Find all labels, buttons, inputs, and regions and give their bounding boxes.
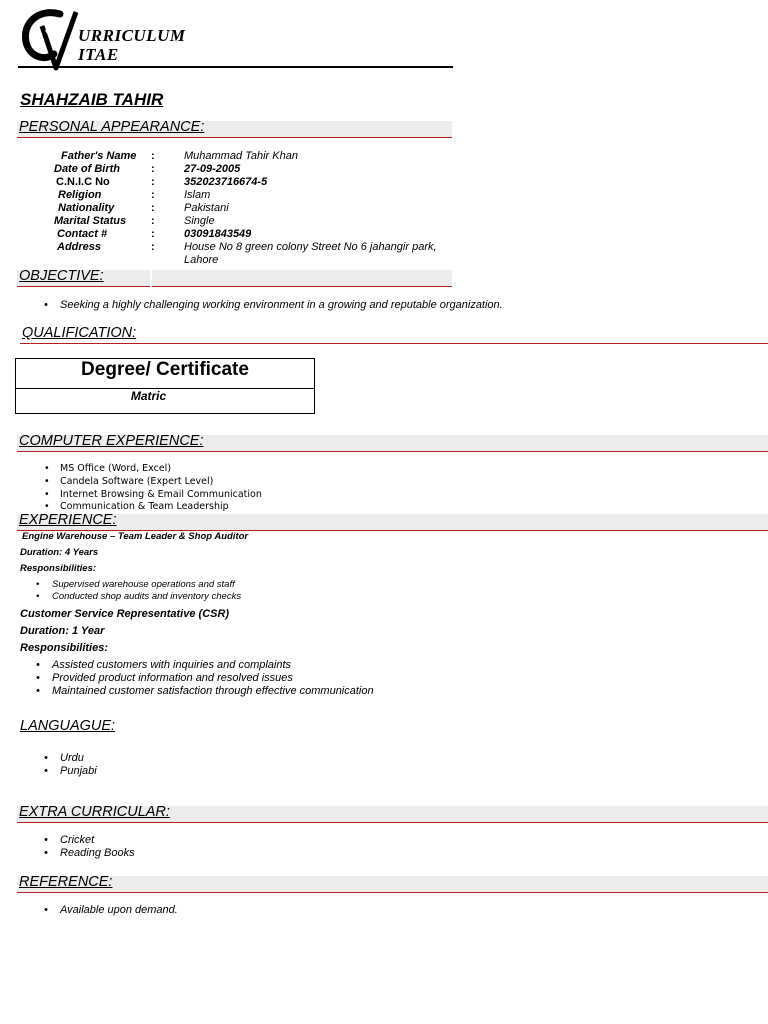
list-item: • Communication & Team Leadership: [44, 501, 262, 514]
section-experience: EXPERIENCE:: [17, 514, 768, 531]
section-personal: PERSONAL APPEARANCE:: [17, 121, 452, 138]
section-extra-curricular: EXTRA CURRICULAR:: [17, 806, 768, 823]
reference-list: [44, 904, 178, 916]
language-list: [44, 752, 97, 778]
list-item: • Seeking a highly challenging working environment in a growing and reputable organization.: [44, 299, 503, 311]
job2-duration: Duration: 1 Year: [20, 625, 105, 637]
qualification-table: [15, 358, 315, 414]
section-objective: OBJECTIVE:: [17, 270, 150, 287]
table-cell: Matric: [130, 389, 167, 403]
table-header: Degree/ Certificate: [16, 359, 314, 389]
list-item: • Urdu: [44, 752, 97, 765]
job1-duration: Duration: 4 Years: [20, 547, 99, 558]
list-item: • Assisted customers with inquiries and complaints: [36, 659, 374, 672]
list-item: • Candela Software (Expert Level): [44, 476, 262, 489]
section-language: LANGUAGUE:: [20, 718, 116, 734]
section-reference: REFERENCE:: [17, 876, 768, 893]
job1-title: Engine Warehouse – Team Leader & Shop Auditor: [22, 531, 249, 542]
job2-responsibilities-label: Responsibilities:: [20, 642, 109, 654]
list-item: • Available upon demand.: [44, 904, 178, 916]
list-item: • Maintained customer satisfaction through effective communication: [36, 685, 374, 698]
cv-logo: [20, 8, 80, 72]
personal-info: Father's Name : Muhammad Tahir Khan Date of Birth : 27-09-2005 C.N.I.C No : 352023716674-5 Religion : Islam Nationality : Pakistani Marital Status : Single Contact # : 03091843549 Address : House No 8 green colony Street No 6 jahangir park, Lahore: [54, 150, 437, 266]
job2-title: Customer Service Representative (CSR): [20, 608, 230, 620]
objective-list: [44, 299, 503, 311]
list-item: • Punjabi: [44, 765, 97, 778]
section-objective-bar-right: [152, 270, 452, 287]
candidate-name: SHAHZAIB TAHIR: [20, 90, 164, 109]
list-item: • Provided product information and resolved issues: [36, 672, 374, 685]
list-item: • Reading Books: [44, 847, 135, 860]
logo-text: URRICULUM ITAE: [78, 26, 186, 64]
list-item: • Conducted shop audits and inventory checks: [36, 591, 241, 603]
job2-responsibilities: [36, 659, 374, 698]
list-item: • MS Office (Word, Excel): [44, 463, 262, 476]
list-item: • Internet Browsing & Email Communication: [44, 489, 262, 502]
section-computer-experience: COMPUTER EXPERIENCE:: [17, 435, 768, 452]
job1-responsibilities: [36, 579, 241, 603]
extra-list: [44, 834, 135, 860]
section-qualification: QUALIFICATION:: [20, 327, 768, 344]
computer-list: [44, 463, 262, 514]
header-rule: [18, 66, 453, 68]
job1-responsibilities-label: Responsibilities:: [20, 563, 97, 574]
list-item: • Supervised warehouse operations and staff: [36, 579, 241, 591]
list-item: • Cricket: [44, 834, 135, 847]
